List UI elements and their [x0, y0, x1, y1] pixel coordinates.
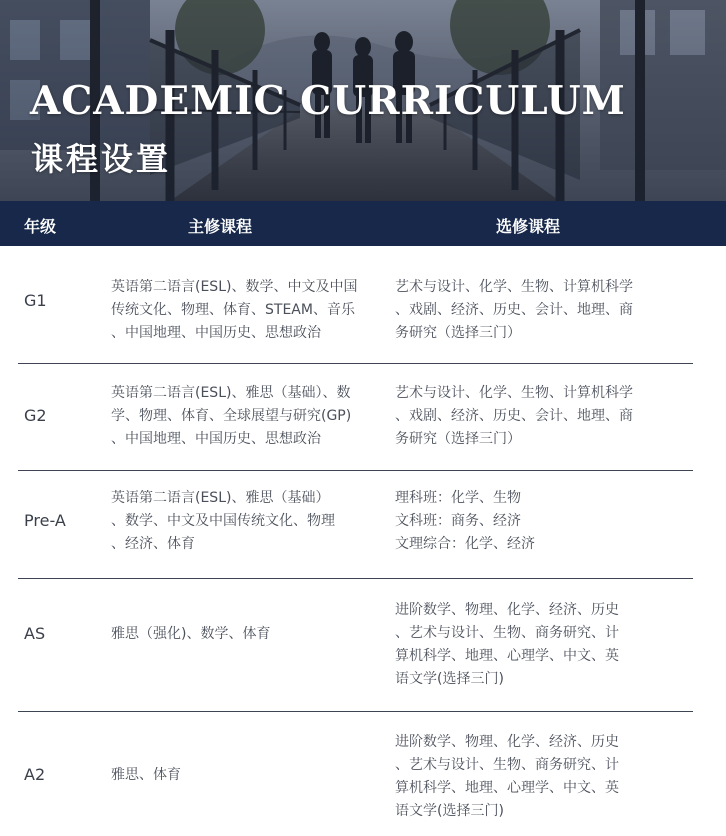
core-courses — [111, 276, 371, 345]
core-courses — [111, 487, 371, 556]
elective-courses — [395, 276, 695, 345]
elective-line: 语文学(选择三门) — [395, 671, 504, 687]
header-elective-courses: 选修课程 — [496, 217, 561, 236]
core-line: 雅思（强化)、数学、体育 — [111, 626, 271, 642]
core-courses — [111, 764, 371, 787]
grade-label: A2 — [24, 765, 46, 784]
grade-label: G1 — [24, 291, 47, 310]
elective-line: 理科班：化学、生物 — [395, 490, 521, 506]
grade-label: Pre-A — [24, 511, 66, 530]
core-line: 传统文化、物理、体育、STEAM、音乐 — [111, 302, 355, 318]
core-line: 英语第二语言(ESL)、数学、中文及中国 — [111, 279, 358, 295]
elective-line: 艺术与设计、化学、生物、计算机科学 — [395, 279, 633, 295]
elective-courses — [395, 382, 695, 451]
elective-line: 进阶数学、物理、化学、经济、历史 — [395, 602, 619, 618]
elective-line: 、艺术与设计、生物、商务研究、计 — [395, 625, 619, 641]
elective-line: 算机科学、地理、心理学、中文、英 — [395, 648, 619, 664]
elective-line: 务研究（选择三门） — [395, 325, 521, 341]
core-line: 雅思、体育 — [111, 767, 181, 783]
elective-line: 文科班：商务、经济 — [395, 513, 521, 529]
table-row — [0, 364, 726, 471]
elective-line: 务研究（选择三门） — [395, 431, 521, 447]
elective-line: 算机科学、地理、心理学、中文、英 — [395, 780, 619, 796]
core-line: 、中国地理、中国历史、思想政治 — [111, 325, 321, 341]
elective-line: 、戏剧、经济、历史、会计、地理、商 — [395, 408, 633, 424]
elective-line: 进阶数学、物理、化学、经济、历史 — [395, 734, 619, 750]
header-grade: 年级 — [24, 217, 57, 236]
table-row — [0, 712, 726, 836]
elective-line: 艺术与设计、化学、生物、计算机科学 — [395, 385, 633, 401]
core-line: 英语第二语言(ESL)、雅思（基础）、数 — [111, 385, 351, 401]
page-subtitle: 课程设置 — [31, 140, 172, 178]
core-line: 、中国地理、中国历史、思想政治 — [111, 431, 321, 447]
table-row — [0, 579, 726, 712]
elective-line: 文理综合：化学、经济 — [395, 536, 535, 552]
core-line: 、经济、体育 — [111, 536, 195, 552]
core-line: 、数学、中文及中国传统文化、物理 — [111, 513, 335, 529]
elective-courses — [395, 487, 695, 556]
header-core-courses: 主修课程 — [188, 217, 253, 236]
core-line: 英语第二语言(ESL)、雅思（基础） — [111, 490, 330, 506]
elective-courses — [395, 731, 695, 823]
core-line: 学、物理、体育、全球展望与研究(GP) — [111, 408, 352, 424]
grade-label: AS — [24, 624, 46, 643]
table-row — [0, 471, 726, 579]
elective-line: 、戏剧、经济、历史、会计、地理、商 — [395, 302, 633, 318]
table-header — [0, 201, 726, 246]
hero-banner — [0, 0, 726, 201]
core-courses — [111, 623, 371, 646]
elective-line: 、艺术与设计、生物、商务研究、计 — [395, 757, 619, 773]
elective-line: 语文学(选择三门) — [395, 803, 504, 819]
curriculum-table — [0, 246, 726, 836]
elective-courses — [395, 599, 695, 691]
grade-label: G2 — [24, 406, 47, 425]
core-courses — [111, 382, 371, 451]
page-title: ACADEMIC CURRICULUM — [30, 78, 626, 124]
table-row — [0, 246, 726, 364]
